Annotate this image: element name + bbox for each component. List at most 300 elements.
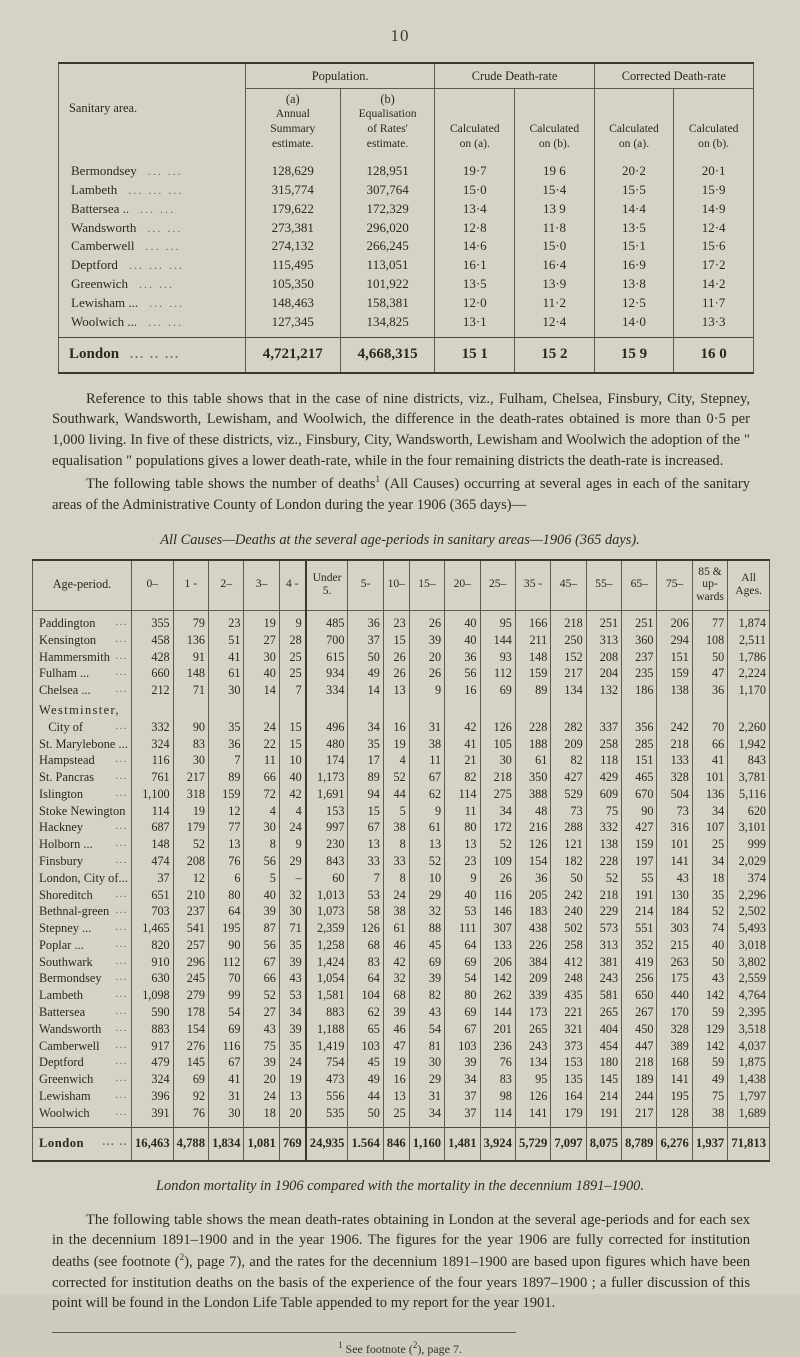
table2-cell: 135 <box>551 1071 586 1088</box>
table2-cell: 999 <box>728 836 770 853</box>
table2-cell: 8 <box>383 836 409 853</box>
table2-cell: 195 <box>657 1088 692 1105</box>
table2-cell: 209 <box>551 736 586 753</box>
table2-cell: 64 <box>348 971 383 988</box>
table2-cell: 83 <box>348 954 383 971</box>
table2-cell: 23 <box>209 610 244 631</box>
table2-cell: 303 <box>657 920 692 937</box>
table2-cell: 427 <box>622 820 657 837</box>
table2-cell: 3,802 <box>728 954 770 971</box>
table2-cell: 201 <box>480 1021 515 1038</box>
table2-row-area: Stoke Newington <box>33 803 132 820</box>
table1-cell-pop-b: 296,020 <box>340 218 435 237</box>
table2-col-age-20-plus: 20– <box>445 560 480 611</box>
table2-cell: 2,260 <box>728 719 770 736</box>
table1-cell-crude-a: 12·8 <box>435 218 515 237</box>
table1-cell-pop-a: 179,622 <box>245 199 340 218</box>
table2-cell: 1,581 <box>306 987 348 1004</box>
table2-cell: 427 <box>551 769 586 786</box>
table2-cell: 473 <box>306 1071 348 1088</box>
table1-row-area: Wandsworth ... ... <box>59 218 246 237</box>
table2-cell: 50 <box>692 649 727 666</box>
table1-cell-corr-a: 13·5 <box>594 218 674 237</box>
leader-dots: ... <box>115 853 128 866</box>
table2-cell: 5 <box>244 870 279 887</box>
table2-cell: 33 <box>348 853 383 870</box>
table2-cell: 37 <box>445 1088 480 1105</box>
table2-cell: 9 <box>279 610 305 631</box>
table2-row-area: Lewisham ... <box>33 1088 132 1105</box>
table2-cell: 112 <box>209 954 244 971</box>
leader-dots: ... <box>115 1038 128 1051</box>
table2-cell: 69 <box>409 954 444 971</box>
table2-cell: 275 <box>480 786 515 803</box>
table-row <box>33 903 770 920</box>
population-death-rate-table <box>58 62 754 374</box>
table2-cell: 116 <box>131 752 173 769</box>
footnote-marker: 1 <box>338 1340 343 1351</box>
table2-cell: 435 <box>551 987 586 1004</box>
table2-cell: 83 <box>173 736 208 753</box>
table1-col-pop-a-tag: (a) <box>285 91 300 106</box>
table2-cell: 66 <box>244 971 279 988</box>
table1-cell-crude-a: 14·6 <box>435 237 515 256</box>
leader-dots: ... <box>115 753 128 766</box>
table2-cell: 45 <box>409 937 444 954</box>
table2-cell: 324 <box>131 736 173 753</box>
table2-cell: 218 <box>480 769 515 786</box>
table2-cell: 217 <box>622 1105 657 1127</box>
leader-dots: ... ... <box>144 295 185 310</box>
paragraph-decennium-pre: The following table shows the mean death-rates obtaining in London at the several age-periods and for each sex in the decennium 1891–1900 and in the year 1906. The figures for the year 1906 are fully corrected for institution deaths (see footnote ( <box>52 1211 750 1270</box>
table1-cell-crude-b: 11·8 <box>515 218 595 237</box>
table-row <box>33 1004 770 1021</box>
table2-cell: 332 <box>586 820 621 837</box>
table2-cell: 43 <box>279 971 305 988</box>
table2-cell: 39 <box>409 632 444 649</box>
table2-row-area: Stepney ... ... <box>33 920 132 937</box>
table-row <box>33 1021 770 1038</box>
table2-cell: 217 <box>173 769 208 786</box>
table2-cell: 69 <box>173 1071 208 1088</box>
table2-cell: 6 <box>209 870 244 887</box>
table2-cell: 133 <box>480 937 515 954</box>
table2-cell: 5,493 <box>728 920 770 937</box>
table2-cell: 144 <box>480 632 515 649</box>
table2-cell: 182 <box>551 853 586 870</box>
table2-cell: 42 <box>383 954 409 971</box>
table2-cell <box>515 699 550 719</box>
table2-cell: 339 <box>515 987 550 1004</box>
table2-cell: 630 <box>131 971 173 988</box>
table2-cell: 14 <box>244 682 279 699</box>
table2-cell: 258 <box>586 736 621 753</box>
table2-col-age-10-plus: 10– <box>383 560 409 611</box>
table2-row-area: Hackney ... <box>33 820 132 837</box>
leader-dots: ... ... <box>135 201 176 216</box>
table2-col-age-3-plus: 3– <box>244 560 279 611</box>
table2-col-age-1-plus: 1 - <box>173 560 208 611</box>
table2-cell: 10 <box>279 752 305 769</box>
table2-cell: 447 <box>622 1038 657 1055</box>
page-number: 10 <box>390 26 410 45</box>
table1-row-area: Camberwell ... ... <box>59 237 246 256</box>
table2-cell: 54 <box>409 1021 444 1038</box>
table2-cell: 180 <box>586 1054 621 1071</box>
table-row <box>33 736 770 753</box>
table-row <box>33 699 770 719</box>
table2-cell: 40 <box>279 769 305 786</box>
table2-cell: 1,100 <box>131 786 173 803</box>
table2-row-area: Deptford ... <box>33 1054 132 1071</box>
table2-cell: 30 <box>409 1054 444 1071</box>
table2-total-cell: 71,813 <box>728 1127 770 1161</box>
table2-cell: 391 <box>131 1105 173 1127</box>
table2-cell: 328 <box>657 769 692 786</box>
table1-row-area: Lewisham ... ... ... <box>59 293 246 312</box>
table2-cell: 26 <box>409 665 444 682</box>
table2-cell: 9 <box>445 870 480 887</box>
table1-cell-pop-b: 172,329 <box>340 199 435 218</box>
table2-cell <box>728 699 770 719</box>
table-row <box>33 836 770 853</box>
table2-cell: 1,465 <box>131 920 173 937</box>
table2-col-under-5 <box>306 560 348 611</box>
table2-cell: 30 <box>173 752 208 769</box>
leader-dots: ... <box>115 1055 128 1068</box>
table2-cell: 24 <box>244 719 279 736</box>
table1-cell-pop-b: 134,825 <box>340 312 435 337</box>
leader-dots: ... ... ... <box>123 258 184 273</box>
table1-total-crude-a: 15 1 <box>435 337 515 373</box>
table2-cell: 52 <box>173 836 208 853</box>
table2-cell: 30 <box>244 649 279 666</box>
table2-cell: 70 <box>692 719 727 736</box>
table2-cell: 133 <box>657 752 692 769</box>
table2-cell: 40 <box>692 937 727 954</box>
table2-cell: 69 <box>445 954 480 971</box>
table-row <box>59 256 754 275</box>
table2-cell: 141 <box>657 1071 692 1088</box>
table2-cell: 465 <box>622 769 657 786</box>
table2-cell: 30 <box>209 1105 244 1127</box>
table2-row-area: Shoreditch ... <box>33 887 132 904</box>
table2-cell: 2,359 <box>306 920 348 937</box>
table2-cell: 910 <box>131 954 173 971</box>
table2-cell: 52 <box>409 853 444 870</box>
table2-cell: 153 <box>551 1054 586 1071</box>
table2-cell: 479 <box>131 1054 173 1071</box>
table2-cell: 9 <box>409 803 444 820</box>
table-row <box>33 1038 770 1055</box>
table2-cell: 687 <box>131 820 173 837</box>
table2-cell: 174 <box>306 752 348 769</box>
table2-cell: 581 <box>586 987 621 1004</box>
table2-row-area: Islington ... <box>33 786 132 803</box>
table2-cell: 67 <box>445 1021 480 1038</box>
table2-cell: 191 <box>586 1105 621 1127</box>
table2-cell: 52 <box>586 870 621 887</box>
table1-col-crude-a <box>435 88 515 154</box>
table1-cell-corr-b: 14·2 <box>674 275 754 294</box>
table2-cell: 214 <box>622 903 657 920</box>
table2-cell: 257 <box>173 937 208 954</box>
table2-cell: 39 <box>279 954 305 971</box>
table2-cell: 72 <box>244 786 279 803</box>
table2-cell: 15 <box>279 736 305 753</box>
table2-cell: 23 <box>445 853 480 870</box>
table2-cell: 73 <box>551 803 586 820</box>
table1-cell-pop-b: 101,922 <box>340 275 435 294</box>
table2-cell: 389 <box>657 1038 692 1055</box>
table2-row-area: Finsbury ... <box>33 853 132 870</box>
table-row <box>33 719 770 736</box>
table2-col-age-55-plus: 55– <box>586 560 621 611</box>
table1-cell-pop-b: 158,381 <box>340 293 435 312</box>
table2-col-age-2-plus: 2– <box>209 560 244 611</box>
table2-cell: 129 <box>692 1021 727 1038</box>
table2-cell: 4 <box>279 803 305 820</box>
table1-total-pop-b: 4,668,315 <box>340 337 435 373</box>
table1-col-corr-a <box>594 88 674 154</box>
table1-cell-corr-a: 20·2 <box>594 154 674 180</box>
table2-row-area: Woolwich ... <box>33 1105 132 1127</box>
table2-cell <box>173 699 208 719</box>
table1-cell-pop-b: 307,764 <box>340 181 435 200</box>
table2-cell: 244 <box>622 1088 657 1105</box>
table2-cell: 114 <box>480 1105 515 1127</box>
table2-cell: 20 <box>279 1105 305 1127</box>
table2-cell: 93 <box>480 649 515 666</box>
table2-cell: 313 <box>586 632 621 649</box>
leader-dots: ... <box>115 666 128 679</box>
table2-cell: 1,875 <box>728 1054 770 1071</box>
table2-cell: 208 <box>173 853 208 870</box>
table2-row-area: Poplar ... ... <box>33 937 132 954</box>
table2-cell: 47 <box>692 665 727 682</box>
table2-cell: 151 <box>657 649 692 666</box>
table2-cell: 45 <box>348 1054 383 1071</box>
table2-row-area: Holborn ... ... <box>33 836 132 853</box>
table2-cell: 210 <box>173 887 208 904</box>
table2-cell: 186 <box>622 682 657 699</box>
table2-cell: 41 <box>209 649 244 666</box>
table2-cell: 27 <box>244 1004 279 1021</box>
table-row <box>33 786 770 803</box>
table2-cell: 212 <box>131 682 173 699</box>
table2-cell: 1,942 <box>728 736 770 753</box>
table2-cell: 384 <box>515 954 550 971</box>
table1-cell-corr-b: 20·1 <box>674 154 754 180</box>
table2-col-age-0-plus: 0– <box>131 560 173 611</box>
table2-cell: 66 <box>244 769 279 786</box>
table2-cell: 141 <box>515 1105 550 1127</box>
table1-cell-corr-b: 15·6 <box>674 237 754 256</box>
table2-cell: 205 <box>515 887 550 904</box>
table2-cell: 25 <box>383 1105 409 1127</box>
table1-col-crude-b-l2: on (b). <box>538 136 570 150</box>
table1-cell-corr-a: 15·5 <box>594 181 674 200</box>
table2-cell: 35 <box>279 937 305 954</box>
table2-cell: 32 <box>409 903 444 920</box>
table2-cell: 24 <box>244 1088 279 1105</box>
table2-row-area: London, City of... <box>33 870 132 887</box>
leader-dots: ... <box>115 1105 128 1118</box>
table-row <box>33 1054 770 1071</box>
table2-cell: 61 <box>515 752 550 769</box>
table2-cell: 263 <box>657 954 692 971</box>
table1-cell-pop-a: 128,629 <box>245 154 340 180</box>
table2-cell: 1,786 <box>728 649 770 666</box>
table2-cell: 103 <box>348 1038 383 1055</box>
table2-cell: 438 <box>515 920 550 937</box>
table2-cell: 13 <box>383 1088 409 1105</box>
table2-cell: 36 <box>209 736 244 753</box>
table2-cell: 761 <box>131 769 173 786</box>
footnote-inner-marker: 2 <box>412 1340 418 1351</box>
table2-cell: 148 <box>515 649 550 666</box>
table2-cell: 529 <box>551 786 586 803</box>
table-row <box>33 853 770 870</box>
table2-cell: 32 <box>383 971 409 988</box>
table1-col-corr-b <box>674 88 754 154</box>
table2-row-area: Southwark ... <box>33 954 132 971</box>
table2-cell: 2,395 <box>728 1004 770 1021</box>
table2-cell: 134 <box>551 682 586 699</box>
table-row <box>33 1071 770 1088</box>
table1-cell-crude-a: 13·4 <box>435 199 515 218</box>
table2-cell: 126 <box>515 836 550 853</box>
table2-total-cell: 846 <box>383 1127 409 1161</box>
table2-cell <box>692 699 727 719</box>
table-row <box>33 887 770 904</box>
table2-cell: 46 <box>383 937 409 954</box>
table2-cell: 265 <box>515 1021 550 1038</box>
table2-cell: 70 <box>209 971 244 988</box>
table2-total-label: London ... .. <box>33 1127 132 1161</box>
table2-cell: 52 <box>383 769 409 786</box>
table2-cell: 4,764 <box>728 987 770 1004</box>
table2-cell: 454 <box>586 1038 621 1055</box>
table2-cell: 132 <box>586 682 621 699</box>
table1-cell-pop-b: 266,245 <box>340 237 435 256</box>
table2-cell: 146 <box>480 903 515 920</box>
table2-cell: 7 <box>209 752 244 769</box>
table2-cell: 76 <box>209 853 244 870</box>
population-death-rate-table-container <box>58 62 754 374</box>
table2-cell: 166 <box>515 610 550 631</box>
table2-cell: 31 <box>409 719 444 736</box>
table2-cell: 25 <box>692 836 727 853</box>
table-row <box>33 769 770 786</box>
table2-cell: 14 <box>348 682 383 699</box>
table-row <box>33 987 770 1004</box>
table1-col-crude-death-rate: Crude Death-rate <box>435 63 594 88</box>
table2-cell: 1,098 <box>131 987 173 1004</box>
table2-total-cell: 8,789 <box>622 1127 657 1161</box>
table2-cell: 39 <box>409 971 444 988</box>
table2-total-cell: 769 <box>279 1127 305 1161</box>
table2-cell: 159 <box>515 665 550 682</box>
table2-cell: 105 <box>480 736 515 753</box>
table1-total-corr-a: 15 9 <box>594 337 674 373</box>
table2-total-cell: 3,924 <box>480 1127 515 1161</box>
table2-cell: 480 <box>306 736 348 753</box>
table2-cell: 18 <box>692 870 727 887</box>
table2-cell: 50 <box>348 649 383 666</box>
table2-cell: 883 <box>306 1004 348 1021</box>
table2-cell: 184 <box>657 903 692 920</box>
table2-cell: 226 <box>515 937 550 954</box>
paragraph-decennium-comparison <box>52 1210 750 1314</box>
table2-cell: 164 <box>551 1088 586 1105</box>
table2-total-cell: 4,788 <box>173 1127 208 1161</box>
table2-cell: 1,054 <box>306 971 348 988</box>
table2-cell: 218 <box>657 736 692 753</box>
table-row <box>33 1105 770 1127</box>
table2-cell: 703 <box>131 903 173 920</box>
table2-row-area: City of ... <box>33 719 132 736</box>
table2-cell: 13 <box>348 836 383 853</box>
table2-cell: 118 <box>586 752 621 769</box>
leader-dots: ... ... <box>142 220 183 235</box>
table2-cell: 13 <box>383 682 409 699</box>
table2-cell: 440 <box>657 987 692 1004</box>
table2-cell: 754 <box>306 1054 348 1071</box>
table2-cell: 620 <box>728 803 770 820</box>
table2-cell: 36 <box>692 682 727 699</box>
table2-cell: 1,173 <box>306 769 348 786</box>
table2-cell: 429 <box>586 769 621 786</box>
table2-cell: 16 <box>445 682 480 699</box>
table2-cell: 74 <box>692 920 727 937</box>
table2-cell: 412 <box>551 954 586 971</box>
table-row <box>33 920 770 937</box>
table2-cell: 61 <box>209 665 244 682</box>
table1-col-corrected-death-rate: Corrected Death-rate <box>594 63 753 88</box>
table1-cell-pop-a: 315,774 <box>245 181 340 200</box>
table2-col-under5-l1: Under <box>312 571 342 585</box>
leader-dots: ... .. ... <box>125 346 181 361</box>
table2-cell: 56 <box>244 853 279 870</box>
table2-row-area: Camberwell ... <box>33 1038 132 1055</box>
table-row <box>33 820 770 837</box>
table2-cell: 17 <box>348 752 383 769</box>
table2-cell <box>244 699 279 719</box>
table2-cell: 29 <box>279 853 305 870</box>
table2-cell: 38 <box>409 736 444 753</box>
table2-cell: 419 <box>622 954 657 971</box>
table2-cell: 54 <box>445 971 480 988</box>
table2-cell: 195 <box>209 920 244 937</box>
table-row <box>59 154 754 180</box>
table2-cell: 56 <box>445 665 480 682</box>
table2-cell: 450 <box>622 1021 657 1038</box>
table2-cell: 39 <box>279 1021 305 1038</box>
table2-cell: 65 <box>348 1021 383 1038</box>
table2-row-area: Lambeth ... <box>33 987 132 1004</box>
table2-cell: 276 <box>173 1038 208 1055</box>
table2-cell: 843 <box>728 752 770 769</box>
table1-header-group-row <box>59 63 754 88</box>
table2-cell: 313 <box>586 937 621 954</box>
table1-cell-corr-b: 13·3 <box>674 312 754 337</box>
table2-cell: 75 <box>244 1038 279 1055</box>
table2-cell: 820 <box>131 937 173 954</box>
table2-cell: 3,781 <box>728 769 770 786</box>
table2-cell: 130 <box>657 887 692 904</box>
table2-cell: 52 <box>480 836 515 853</box>
